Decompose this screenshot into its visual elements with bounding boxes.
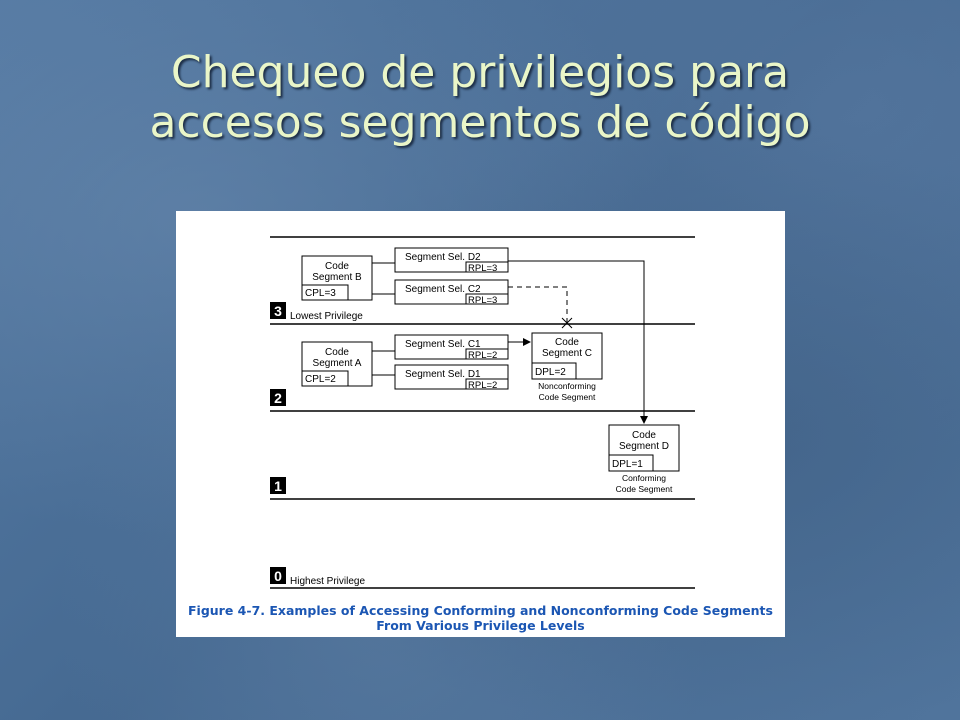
figure-panel xyxy=(176,211,785,637)
svg-text:CPL=3: CPL=3 xyxy=(305,288,336,299)
figure-caption xyxy=(176,603,785,633)
svg-text:CPL=2: CPL=2 xyxy=(305,374,336,385)
svg-text:1: 1 xyxy=(274,478,282,494)
slide-title xyxy=(0,48,960,148)
title-line-1: Chequeo de privilegios para xyxy=(170,47,790,98)
level-3-label: Lowest Privilege xyxy=(290,311,363,322)
privilege-diagram xyxy=(176,211,785,637)
level-0-marker xyxy=(270,567,286,584)
level-3-marker xyxy=(270,302,286,319)
code-segment-c-box xyxy=(532,333,602,379)
svg-text:RPL=3: RPL=3 xyxy=(468,295,498,306)
title-line-2: accesos segmentos de código xyxy=(149,97,811,148)
segment-selector-c1 xyxy=(395,335,508,361)
code-segment-d-note-2: Code Segment xyxy=(615,484,673,494)
level-0-label: Highest Privilege xyxy=(290,576,366,587)
code-segment-d-box xyxy=(609,425,679,471)
svg-text:RPL=2: RPL=2 xyxy=(468,380,498,391)
svg-text:2: 2 xyxy=(274,390,282,406)
svg-text:Segment Sel. D2: Segment Sel. D2 xyxy=(405,252,481,263)
code-segment-a-box xyxy=(302,342,372,386)
code-segment-b-box xyxy=(302,256,372,300)
svg-text:Segment C: Segment C xyxy=(541,348,593,359)
svg-text:Segment Sel. C2: Segment Sel. C2 xyxy=(405,284,481,295)
caption-line-1: Figure 4-7. Examples of Accessing Conforming and Nonconforming Code Segments xyxy=(188,603,773,618)
denied-access-c2-to-c xyxy=(508,287,567,323)
svg-text:DPL=2: DPL=2 xyxy=(535,367,566,378)
svg-text:DPL=1: DPL=1 xyxy=(612,459,643,470)
svg-text:Segment A: Segment A xyxy=(312,358,362,369)
svg-text:0: 0 xyxy=(274,568,282,584)
level-1-marker xyxy=(270,477,286,494)
svg-text:Code: Code xyxy=(325,347,349,358)
svg-text:Segment Sel. D1: Segment Sel. D1 xyxy=(405,369,481,380)
segment-selector-d1 xyxy=(395,365,508,391)
level-2-marker xyxy=(270,389,286,406)
svg-text:Segment Sel. C1: Segment Sel. C1 xyxy=(405,339,481,350)
svg-text:Code: Code xyxy=(555,337,579,348)
svg-text:RPL=2: RPL=2 xyxy=(468,350,498,361)
svg-text:Code: Code xyxy=(325,261,349,272)
svg-text:Segment B: Segment B xyxy=(312,272,362,283)
code-segment-c-note-1: Nonconforming xyxy=(538,381,596,391)
svg-text:Segment D: Segment D xyxy=(618,441,670,452)
code-segment-c-note-2: Code Segment xyxy=(538,392,596,402)
svg-text:3: 3 xyxy=(274,303,282,319)
segment-selector-d2 xyxy=(395,248,508,274)
code-segment-d-note-1: Conforming xyxy=(622,473,666,483)
segment-selector-c2 xyxy=(395,280,508,306)
svg-text:RPL=3: RPL=3 xyxy=(468,263,498,274)
svg-text:Code: Code xyxy=(632,430,656,441)
caption-line-2: From Various Privilege Levels xyxy=(376,618,585,633)
